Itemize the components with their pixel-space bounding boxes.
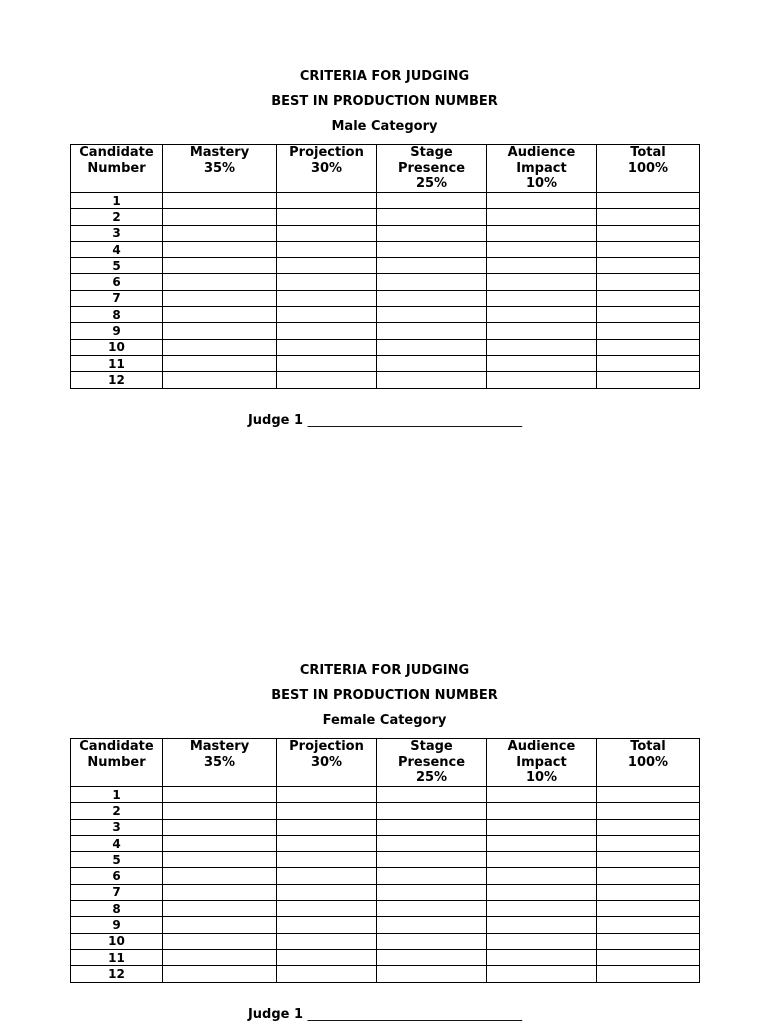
score-cell[interactable]	[277, 323, 377, 339]
score-cell[interactable]	[597, 323, 700, 339]
male-criteria-section	[70, 68, 699, 428]
score-cell[interactable]	[163, 258, 277, 274]
column-header-line: Impact	[516, 160, 567, 176]
score-cell[interactable]	[277, 884, 377, 900]
score-cell[interactable]	[487, 290, 597, 306]
candidate-number: 10	[71, 339, 163, 355]
score-cell[interactable]	[277, 803, 377, 819]
male-subtitle: BEST IN PRODUCTION NUMBER	[271, 94, 498, 109]
column-header-line: Projection	[289, 145, 364, 160]
score-cell[interactable]	[163, 835, 277, 851]
score-cell[interactable]	[487, 225, 597, 241]
column-header-line: Total	[630, 145, 666, 160]
table-row	[71, 193, 700, 209]
score-cell[interactable]	[377, 852, 487, 868]
score-cell[interactable]	[487, 355, 597, 371]
table-row	[71, 225, 700, 241]
score-cell[interactable]	[277, 949, 377, 965]
column-header	[71, 739, 163, 787]
score-cell[interactable]	[163, 339, 277, 355]
score-cell[interactable]	[377, 225, 487, 241]
score-cell[interactable]	[163, 933, 277, 949]
score-cell[interactable]	[597, 193, 700, 209]
candidate-number: 2	[71, 803, 163, 819]
score-cell[interactable]	[163, 209, 277, 225]
score-cell[interactable]	[163, 225, 277, 241]
male-category: Male Category	[331, 119, 438, 134]
column-header-line: Number	[87, 160, 146, 176]
table-row	[71, 852, 700, 868]
male-score-table	[70, 144, 700, 389]
score-cell[interactable]	[597, 835, 700, 851]
score-cell[interactable]	[163, 868, 277, 884]
candidate-number: 3	[71, 819, 163, 835]
table-row	[71, 372, 700, 388]
column-header	[487, 739, 597, 787]
column-header-line: Number	[87, 754, 146, 770]
candidate-number: 7	[71, 884, 163, 900]
score-cell[interactable]	[377, 339, 487, 355]
candidate-number: 7	[71, 290, 163, 306]
score-cell[interactable]	[597, 901, 700, 917]
score-cell[interactable]	[163, 949, 277, 965]
score-cell[interactable]	[377, 917, 487, 933]
score-cell[interactable]	[597, 787, 700, 803]
table-row	[71, 803, 700, 819]
score-cell[interactable]	[377, 949, 487, 965]
score-cell[interactable]	[597, 966, 700, 982]
female-criteria-section	[70, 662, 699, 1022]
table-row	[71, 835, 700, 851]
candidate-number: 8	[71, 901, 163, 917]
score-cell[interactable]	[377, 290, 487, 306]
score-cell[interactable]	[377, 884, 487, 900]
candidate-number: 8	[71, 307, 163, 323]
score-cell[interactable]	[597, 372, 700, 388]
table-row	[71, 290, 700, 306]
candidate-number: 6	[71, 274, 163, 290]
table-row	[71, 819, 700, 835]
score-cell[interactable]	[277, 372, 377, 388]
score-cell[interactable]	[377, 933, 487, 949]
score-cell[interactable]	[277, 209, 377, 225]
column-header-line: Projection	[289, 739, 364, 754]
table-row	[71, 258, 700, 274]
score-cell[interactable]	[597, 209, 700, 225]
table-row	[71, 355, 700, 371]
table-row	[71, 949, 700, 965]
female-subtitle: BEST IN PRODUCTION NUMBER	[271, 688, 498, 703]
score-cell[interactable]	[487, 901, 597, 917]
table-row	[71, 274, 700, 290]
score-cell[interactable]	[377, 819, 487, 835]
table-row	[71, 917, 700, 933]
column-header-line: 100%	[627, 160, 669, 176]
score-cell[interactable]	[487, 966, 597, 982]
score-cell[interactable]	[487, 372, 597, 388]
score-cell[interactable]	[163, 323, 277, 339]
score-cell[interactable]	[487, 193, 597, 209]
score-cell[interactable]	[163, 355, 277, 371]
score-cell[interactable]	[163, 241, 277, 257]
score-cell[interactable]	[163, 193, 277, 209]
score-cell[interactable]	[597, 819, 700, 835]
score-cell[interactable]	[277, 307, 377, 323]
score-cell[interactable]	[487, 884, 597, 900]
score-cell[interactable]	[163, 966, 277, 982]
score-cell[interactable]	[487, 933, 597, 949]
score-cell[interactable]	[277, 868, 377, 884]
score-cell[interactable]	[163, 917, 277, 933]
female-title: CRITERIA FOR JUDGING	[299, 663, 470, 678]
score-cell[interactable]	[377, 372, 487, 388]
score-cell[interactable]	[277, 339, 377, 355]
table-row	[71, 901, 700, 917]
male-title: CRITERIA FOR JUDGING	[299, 69, 470, 84]
candidate-number: 6	[71, 868, 163, 884]
score-cell[interactable]	[277, 193, 377, 209]
score-cell[interactable]	[277, 901, 377, 917]
column-header-line: 30%	[310, 160, 343, 176]
score-cell[interactable]	[377, 323, 487, 339]
score-cell[interactable]	[277, 835, 377, 851]
score-cell[interactable]	[163, 852, 277, 868]
score-cell[interactable]	[377, 868, 487, 884]
score-cell[interactable]	[377, 901, 487, 917]
column-header	[597, 145, 700, 193]
candidate-number: 3	[71, 225, 163, 241]
column-header-line: 25%	[415, 770, 448, 785]
score-cell[interactable]	[377, 241, 487, 257]
table-row	[71, 209, 700, 225]
candidate-number: 1	[71, 787, 163, 803]
score-cell[interactable]	[277, 274, 377, 290]
score-cell[interactable]	[597, 949, 700, 965]
score-cell[interactable]	[487, 323, 597, 339]
signature-line[interactable]: _________________________________	[307, 1006, 523, 1022]
score-cell[interactable]	[163, 290, 277, 306]
score-cell[interactable]	[487, 868, 597, 884]
score-cell[interactable]	[487, 803, 597, 819]
column-header-line: Total	[630, 739, 666, 754]
score-cell[interactable]	[277, 290, 377, 306]
table-row	[71, 868, 700, 884]
score-cell[interactable]	[163, 884, 277, 900]
column-header-line: 35%	[203, 160, 236, 176]
column-header-line: Presence	[397, 754, 466, 770]
score-cell[interactable]	[597, 933, 700, 949]
column-header	[597, 739, 700, 787]
candidate-number: 9	[71, 917, 163, 933]
score-cell[interactable]	[277, 241, 377, 257]
judge-label: Judge 1	[247, 1006, 304, 1022]
column-header-line: Stage	[410, 145, 453, 160]
score-cell[interactable]	[597, 355, 700, 371]
score-cell[interactable]	[487, 852, 597, 868]
table-row	[71, 966, 700, 982]
column-header-line: 100%	[627, 754, 669, 770]
column-header	[163, 145, 277, 193]
score-cell[interactable]	[597, 225, 700, 241]
score-cell[interactable]	[487, 209, 597, 225]
score-cell[interactable]	[487, 241, 597, 257]
score-cell[interactable]	[377, 209, 487, 225]
score-cell[interactable]	[377, 966, 487, 982]
score-cell[interactable]	[377, 835, 487, 851]
signature-line[interactable]: _________________________________	[307, 412, 523, 428]
score-cell[interactable]	[277, 225, 377, 241]
score-cell[interactable]	[377, 258, 487, 274]
table-row	[71, 787, 700, 803]
column-header-line: Mastery	[189, 739, 250, 754]
column-header-line: 35%	[203, 754, 236, 770]
candidate-number: 10	[71, 933, 163, 949]
score-cell[interactable]	[597, 290, 700, 306]
score-cell[interactable]	[487, 949, 597, 965]
candidate-number: 11	[71, 949, 163, 965]
score-cell[interactable]	[277, 933, 377, 949]
candidate-number: 9	[71, 323, 163, 339]
male-judge-signature	[70, 413, 699, 428]
candidate-number: 2	[71, 209, 163, 225]
score-cell[interactable]	[597, 852, 700, 868]
score-cell[interactable]	[597, 868, 700, 884]
score-cell[interactable]	[377, 193, 487, 209]
score-cell[interactable]	[163, 819, 277, 835]
candidate-number: 5	[71, 258, 163, 274]
score-cell[interactable]	[487, 307, 597, 323]
score-cell[interactable]	[163, 307, 277, 323]
female-judge-signature	[70, 1007, 699, 1022]
candidate-number: 4	[71, 241, 163, 257]
score-cell[interactable]	[377, 787, 487, 803]
column-header	[377, 145, 487, 193]
candidate-number: 11	[71, 355, 163, 371]
column-header	[163, 739, 277, 787]
table-row	[71, 884, 700, 900]
column-header-line: Impact	[516, 754, 567, 770]
score-cell[interactable]	[597, 339, 700, 355]
column-header-line: Stage	[410, 739, 453, 754]
score-cell[interactable]	[487, 819, 597, 835]
score-cell[interactable]	[163, 901, 277, 917]
column-header	[487, 145, 597, 193]
score-cell[interactable]	[597, 241, 700, 257]
column-header	[377, 739, 487, 787]
column-header-line: 10%	[525, 770, 558, 785]
candidate-number: 5	[71, 852, 163, 868]
score-cell[interactable]	[487, 835, 597, 851]
score-cell[interactable]	[377, 803, 487, 819]
score-cell[interactable]	[487, 917, 597, 933]
table-row	[71, 339, 700, 355]
column-header-line: 30%	[310, 754, 343, 770]
candidate-number: 12	[71, 372, 163, 388]
column-header-line: Candidate	[79, 739, 154, 754]
score-cell[interactable]	[597, 884, 700, 900]
column-header-line: 25%	[415, 176, 448, 191]
score-cell[interactable]	[597, 274, 700, 290]
judge-label: Judge 1	[247, 412, 304, 428]
score-cell[interactable]	[277, 966, 377, 982]
female-score-table	[70, 738, 700, 983]
column-header-line: Candidate	[79, 145, 154, 160]
candidate-number: 12	[71, 966, 163, 982]
score-cell[interactable]	[597, 917, 700, 933]
score-cell[interactable]	[277, 355, 377, 371]
column-header-line: Audience	[507, 739, 576, 754]
score-cell[interactable]	[163, 372, 277, 388]
score-cell[interactable]	[487, 258, 597, 274]
candidate-number: 4	[71, 835, 163, 851]
column-header-line: Presence	[397, 160, 466, 176]
score-cell[interactable]	[163, 274, 277, 290]
table-row	[71, 241, 700, 257]
header-row	[71, 739, 700, 787]
candidate-number: 1	[71, 193, 163, 209]
score-cell[interactable]	[487, 274, 597, 290]
score-cell[interactable]	[277, 917, 377, 933]
score-cell[interactable]	[377, 307, 487, 323]
column-header	[71, 145, 163, 193]
score-cell[interactable]	[277, 787, 377, 803]
score-cell[interactable]	[277, 852, 377, 868]
score-cell[interactable]	[487, 787, 597, 803]
column-header	[277, 739, 377, 787]
table-row	[71, 307, 700, 323]
table-row	[71, 323, 700, 339]
column-header-line: 10%	[525, 176, 558, 191]
score-cell[interactable]	[597, 307, 700, 323]
table-row	[71, 933, 700, 949]
score-cell[interactable]	[597, 258, 700, 274]
score-cell[interactable]	[597, 803, 700, 819]
score-cell[interactable]	[277, 258, 377, 274]
score-cell[interactable]	[277, 819, 377, 835]
column-header-line: Audience	[507, 145, 576, 160]
score-cell[interactable]	[163, 787, 277, 803]
female-category: Female Category	[322, 713, 447, 728]
score-cell[interactable]	[163, 803, 277, 819]
score-cell[interactable]	[377, 355, 487, 371]
score-cell[interactable]	[377, 274, 487, 290]
header-row	[71, 145, 700, 193]
score-cell[interactable]	[487, 339, 597, 355]
column-header	[277, 145, 377, 193]
column-header-line: Mastery	[189, 145, 250, 160]
